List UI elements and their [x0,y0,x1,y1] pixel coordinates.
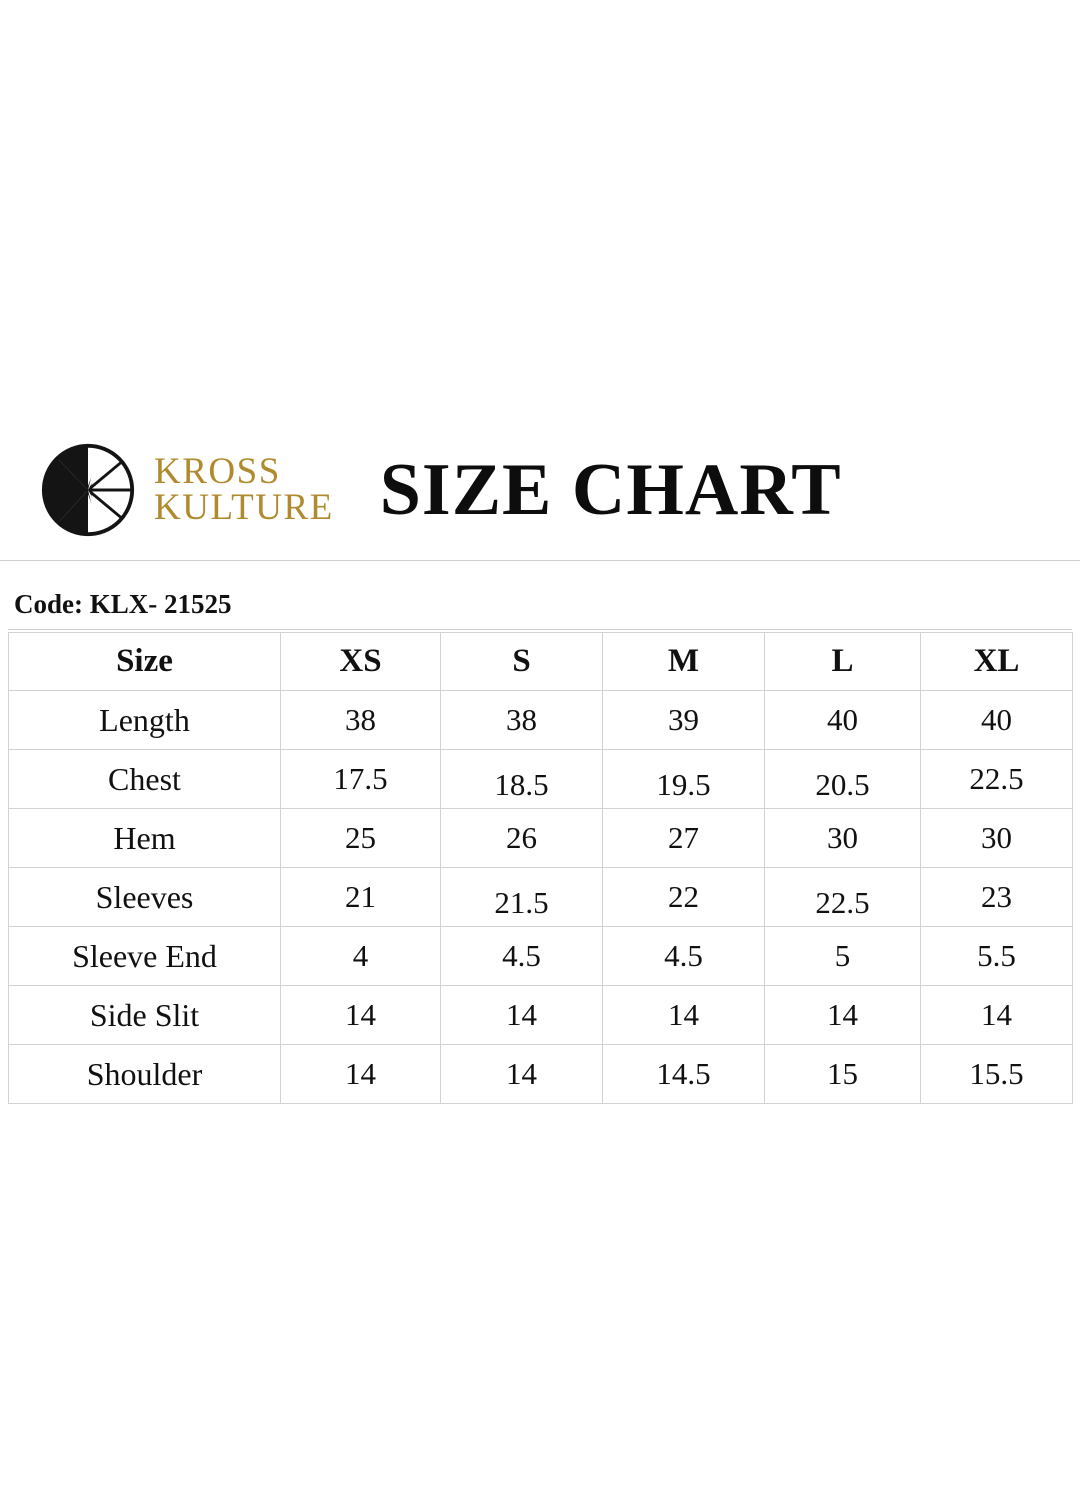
table-cell: 14 [281,986,441,1045]
table-cell: 22 [603,868,765,927]
row-label: Shoulder [9,1045,281,1104]
table-cell: 40 [765,691,921,750]
brand-name-line-2: KULTURE [154,487,334,528]
table-row [9,868,1073,927]
table-cell: 18.5 [441,756,603,815]
table-cell: 4 [281,927,441,986]
table-cell: 27 [603,809,765,868]
size-table [8,632,1073,1104]
table-header-cell: S [441,633,603,691]
table-cell: 17.5 [281,750,441,809]
row-label: Length [9,691,281,750]
row-label: Sleeves [9,868,281,927]
table-cell: 22.5 [765,874,921,933]
table-cell: 21 [281,868,441,927]
table-cell: 25 [281,809,441,868]
table-cell: 26 [441,809,603,868]
table-cell: 14 [441,986,603,1045]
brand-name-line-1: KROSS [154,451,281,493]
product-code [8,578,1072,630]
table-cell: 14 [281,1045,441,1104]
table-cell: 19.5 [603,756,765,815]
table-header-cell: XS [281,633,441,691]
table-cell: 4.5 [603,927,765,986]
row-label: Chest [9,750,281,809]
table-row [9,1045,1073,1104]
table-cell: 4.5 [441,927,603,986]
size-table-container [8,632,1072,1104]
table-cell: 14 [765,986,921,1045]
table-row [9,750,1073,809]
code-divider [8,629,1072,630]
table-header-cell: M [603,633,765,691]
table-cell: 5 [765,927,921,986]
product-code-label: Code: KLX- 21525 [14,588,232,619]
row-label: Side Slit [9,986,281,1045]
document-header [0,420,1080,560]
table-cell: 38 [281,691,441,750]
table-cell: 14 [441,1045,603,1104]
table-cell: 23 [921,868,1073,927]
table-row [9,927,1073,986]
table-cell: 15.5 [921,1045,1073,1104]
row-label: Hem [9,809,281,868]
table-cell: 30 [765,809,921,868]
header-divider [0,560,1080,561]
table-cell: 38 [441,691,603,750]
table-cell: 21.5 [441,874,603,933]
table-cell: 14.5 [603,1045,765,1104]
row-label: Sleeve End [9,927,281,986]
kross-kulture-circle-mark-icon [40,442,136,538]
table-row [9,691,1073,750]
table-cell: 30 [921,809,1073,868]
table-header-cell: L [765,633,921,691]
page-title: SIZE CHART [379,448,842,531]
table-header-cell: Size [9,633,281,691]
table-cell: 22.5 [921,750,1073,809]
table-header-row [9,633,1073,691]
table-header-cell: XL [921,633,1073,691]
table-cell: 5.5 [921,927,1073,986]
table-cell: 14 [921,986,1073,1045]
table-cell: 14 [603,986,765,1045]
table-row [9,986,1073,1045]
table-cell: 20.5 [765,756,921,815]
table-row [9,809,1073,868]
brand-lockup [40,442,334,538]
brand-wordmark [154,451,334,528]
table-cell: 39 [603,691,765,750]
table-cell: 40 [921,691,1073,750]
table-cell: 15 [765,1045,921,1104]
